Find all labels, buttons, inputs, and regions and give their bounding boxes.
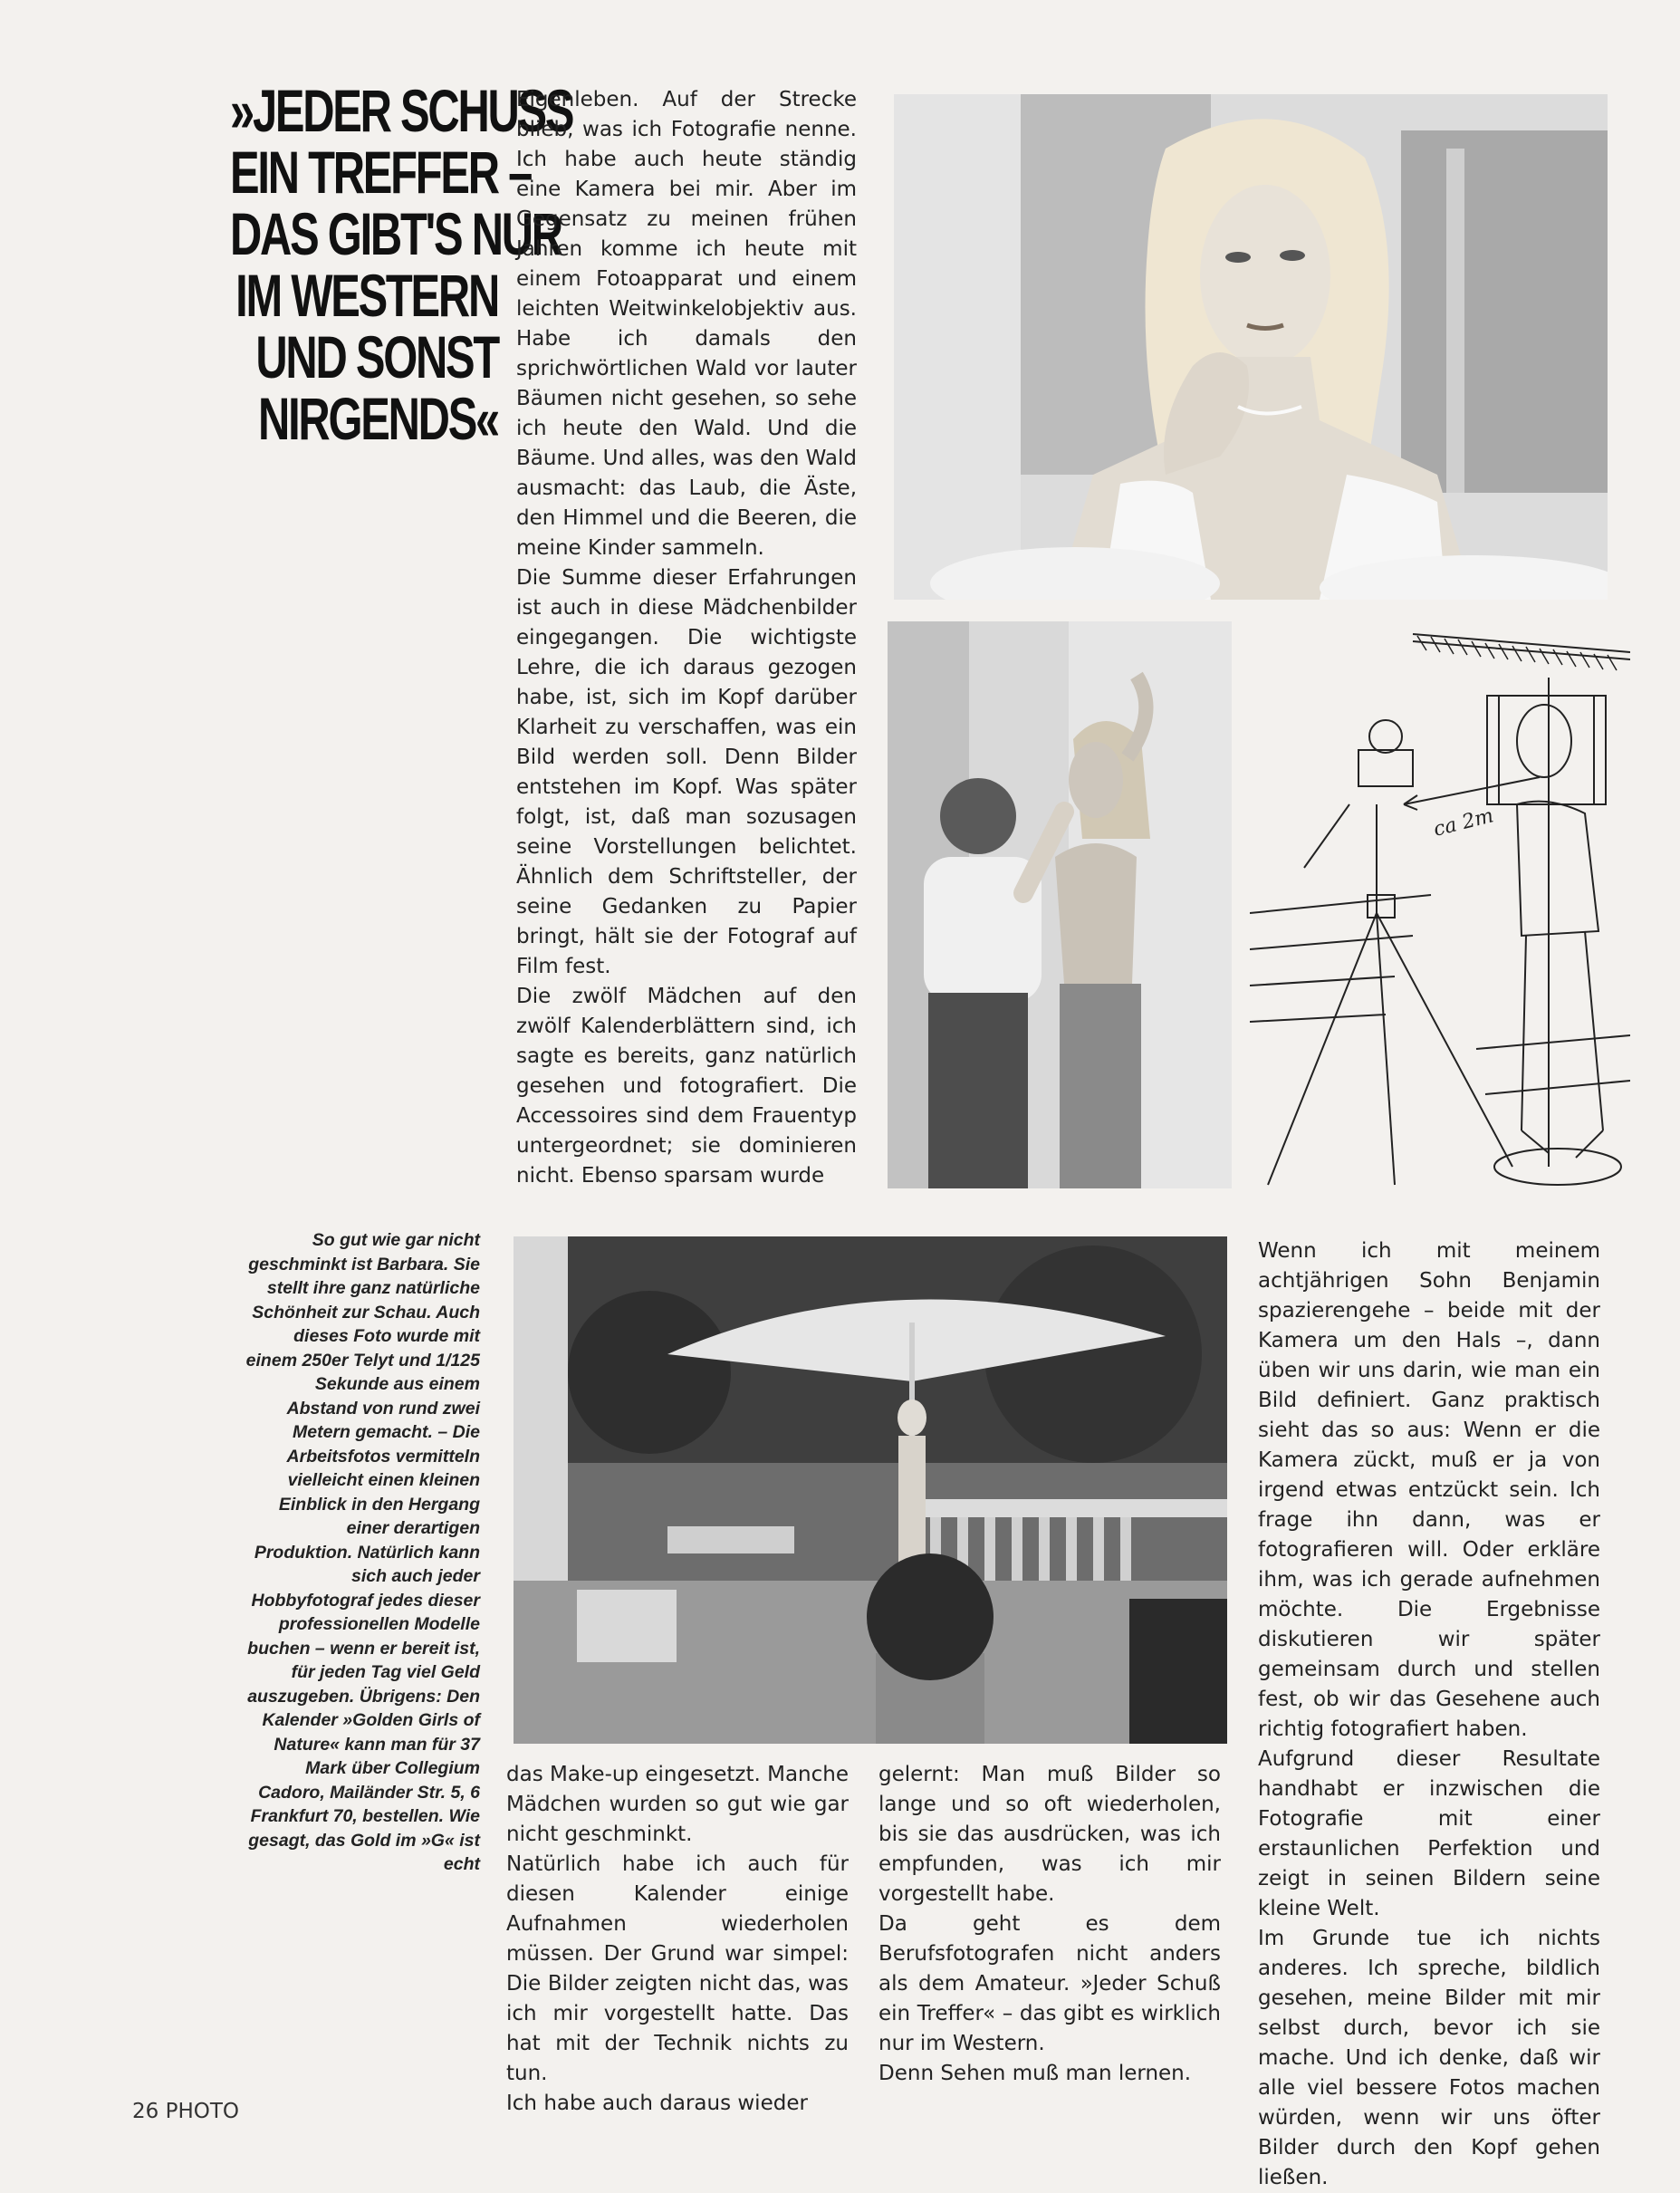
paragraph: das Make-up eingesetzt. Manche Mädchen wurden so gut wie gar nicht geschminkt.	[506, 1763, 849, 1846]
headline-line: UND SONST	[255, 323, 498, 390]
paragraph: Eigenleben. Auf der Strecke blieb, was ich Fotografie nenne. Ich habe auch heute ständig eine Kamera bei mir. Aber im Gegensatz zu meinen frühen Jahren komme ich heute mit einem Fotoapparat und einem leichten Weitwinkelobjektiv aus. Habe ich damals den sprichwörtlichen Wald vor lauter Bäumen nicht gesehen, so sehe ich heute den Wald. Und die Bäume. Und alles, was den Wald ausmacht: das Laub, die Äste, den Himmel und die Beeren, die meine Kinder sammeln.	[516, 88, 857, 560]
makeup-work-photo	[888, 621, 1232, 1188]
distance-label: ca 2m	[1431, 804, 1496, 842]
headline	[230, 77, 573, 452]
terrace-work-photo	[514, 1236, 1227, 1744]
paragraph: Aufgrund dieser Resultate handhabt er inzwischen die Fotografie mit einer erstaunlichen Perfektion und zeigt in seinen Bildern seine kleine Welt.	[1258, 1747, 1600, 1920]
paragraph: Die Summe dieser Erfahrungen ist auch in diese Mädchenbilder eingegangen. Die wichtigste Lehre, die ich daraus gezogen habe, ist, sich im Kopf darüber Klarheit zu verschaffen, was ein Bild werden soll. Denn Bilder entstehen im Kopf. Was später folgt, ist, daß man sozusagen seine Vorstellungen belichtet. Ähnlich dem Schriftsteller, der seine Gedanken zu Papier bringt, hält sie der Fotograf auf Film fest.	[516, 566, 857, 978]
photo-caption: So gut wie gar nicht geschminkt ist Barbara. Sie stellt ihre ganz natürliche Schönheit zur Schau. Auch dieses Foto wurde mit einem 250er Telyt und 1/125 Sekunde aus einem Abstand von rund zwei Metern gemacht. – Die Arbeitsfotos vermitteln vielleicht einen kleinen Einblick in den Hergang einer derartigen Produktion. Natürlich kann sich auch jeder Hobbyfotograf jedes dieser professionellen Modelle buchen – wenn er bereit ist, für jeden Tag viel Geld auszugeben. Übrigens: Den Kalender »Golden Girls of Nature« kann man für 37 Mark über Collegium Cadoro, Mailänder Str. 5, 6 Frankfurt 70, bestellen. Wie gesagt, das Gold im »G« ist echt	[245, 1230, 480, 1874]
text-column-top	[516, 85, 857, 1191]
page-footer: 26 PHOTO	[132, 2100, 239, 2123]
paragraph: Die zwölf Mädchen auf den zwölf Kalenderblättern sind, ich sagte es bereits, ganz natürlich gesehen und fotografiert. Die Accessoires sind dem Frauentyp untergeordnet; sie dominieren nicht. Ebenso sparsam wurde	[516, 985, 857, 1188]
text-column-bottom-1	[506, 1760, 849, 2119]
text-column-bottom-2	[878, 1760, 1221, 2089]
terrace-scene-illustration	[514, 1236, 1227, 1744]
paragraph: Natürlich habe ich auch für diesen Kalender einige Aufnahmen wiederholen müssen. Der Grund war simpel: Die Bilder zeigten nicht das, was ich mir vorgestellt hatte. Das hat mit der Technik nichts zu tun.	[506, 1852, 849, 2085]
portrait-illustration	[894, 94, 1608, 600]
camera-setup-sketch	[1250, 623, 1630, 1203]
sketch-illustration	[1250, 623, 1630, 1203]
headline-line: »JEDER SCHUSS	[230, 77, 573, 144]
text-column-right	[1258, 1236, 1600, 2193]
paragraph: Im Grunde tue ich nichts anderes. Ich spreche, bildlich gesehen, meine Bilder mit mir selbst durch, bevor ich sie mache. Und ich denke, daß wir alle viel bessere Fotos machen würden, wenn wir uns öfter Bilder durch den Kopf gehen ließen.	[1258, 1927, 1600, 2189]
paragraph: gelernt: Man muß Bilder so lange und so oft wiederholen, bis sie das ausdrücken, was ich empfunden, was ich mir vorgestellt habe.	[878, 1763, 1221, 1906]
portrait-photo	[894, 94, 1608, 600]
paragraph: Da geht es dem Berufsfotografen nicht anders als dem Amateur. »Jeder Schuß ein Treffer« – das gibt es wirklich nur im Western.	[878, 1912, 1221, 2055]
paragraph: Ich habe auch daraus wieder	[506, 2092, 808, 2115]
headline-line: NIRGENDS«	[258, 385, 498, 452]
paragraph: Denn Sehen muß man lernen.	[878, 2062, 1192, 2085]
headline-line: DAS GIBT'S NUR	[230, 200, 562, 267]
headline-line: IM WESTERN	[235, 262, 498, 329]
headline-line: EIN TREFFER –	[230, 139, 532, 206]
makeup-scene-illustration	[888, 621, 1232, 1188]
paragraph: Wenn ich mit meinem achtjährigen Sohn Benjamin spazierengehe – beide mit der Kamera um den Hals –, dann üben wir uns darin, wie man ein Bild definiert. Ganz praktisch sieht das so aus: Wenn er die Kamera zückt, muß er ja von irgend etwas entzückt sein. Ich frage ihn dann, was er fotografieren will. Oder erkläre ihm, was ich gerade aufnehmen möchte. Die Ergebnisse diskutieren wir später gemeinsam durch und stellen fest, ob wir das Gesehene auch richtig fotografiert haben.	[1258, 1239, 1600, 1741]
